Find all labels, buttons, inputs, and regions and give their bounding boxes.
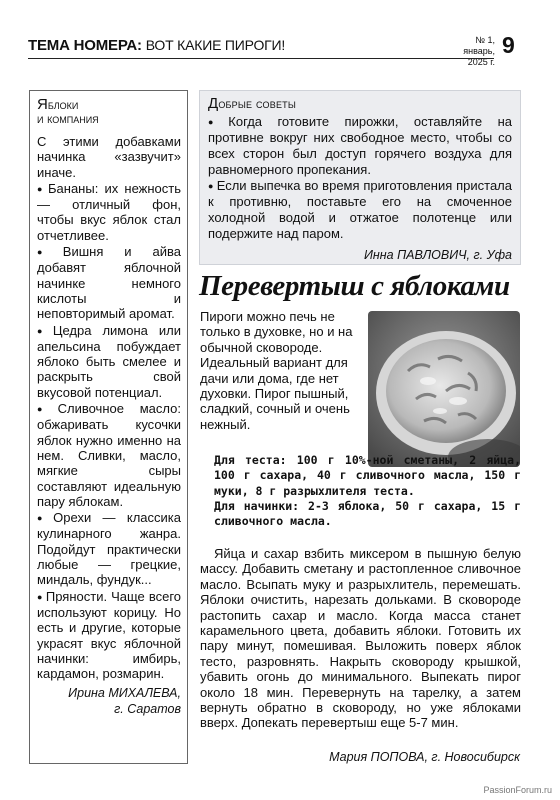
recipe-intro: Пироги можно печь не только в духовке, но и на обычной сковороде. Идеальный вариант для дачи или дома, где нет духовки. Пирог пышный, сладкий, сочный и очень нежный. [200,309,353,432]
sidebar-item: ● Орехи — классика кулинарного жанра. Подойдут практически любые — грецкие, миндаль, фундук... [37,510,181,587]
topic-key: ТЕМА НОМЕРА: [28,37,142,54]
pie-illustration [368,311,520,467]
page-header [0,0,560,72]
page-number: 9 [502,32,515,58]
sidebar-item: ● Пряности. Чаще всего используют корицу. Но есть и другие, которые украсят вкус яблочной начинки: имбирь, кардамон, розмарин. [37,589,181,682]
sidebar-author: Ирина МИХАЛЕВА, [68,686,181,701]
sidebar-city: г. Саратов [114,702,181,717]
recipe-title: Перевертыш с яблоками [199,270,510,302]
good-advice-box [199,90,521,265]
advice-text [208,114,512,242]
advice-tip: ● Когда готовите пирожки, оставляйте на противне вокруг них свободное место, чтобы со всех сторон был доступ горячего воздуха для равномерного пропекания. [208,114,512,178]
recipe-method: Яйца и сахар взбить миксером в пышную белую массу. Добавить сметану и растопленное сливочное масло. Всыпать муку и разрыхлитель, перемешать. Яблоки очистить, нарезать дольками. В сковороде растопить сахар и масло. Когда масса станет карамельного цвета, добавить яблоки. Готовить их пару минут, помешивая. Выложить поверх яблок тесто, разровнять. Накрыть сковороду крышкой, убавить огонь до минимального. Выпекать пирог около 18 мин. Перевернуть на тарелку, а затем вернуть обратно в сковороду, но уже яблоками вверх. Допекать перевертыш еще 5-7 мин. [200,546,521,731]
sidebar-title: Яблоки и компания [37,96,99,126]
issue-month: январь, 2025 г. [463,46,495,67]
topic-value: ВОТ КАКИЕ ПИРОГИ! [145,37,286,53]
pie-photo [368,311,520,467]
advice-tip: ● Если выпечка во время приготовления пристала к противню, поставьте его на смоченное холодной водой и отжатое полотенце или подержите над паром. [208,178,512,242]
sidebar-text [37,134,181,681]
header-divider [28,58,494,59]
ingredients-filling: Для начинки: 2-3 яблока, 50 г сахара, 15 г сливочного масла. [214,498,521,529]
watermark: PassionForum.ru [483,785,552,795]
sidebar-item: ● Вишня и айва добавят яблочной начинке немного кислоты и неповторимый аромат. [37,244,181,321]
sidebar-signature [37,685,181,717]
sidebar-item: ● Цедра лимона или апельсина побуждает яблоко быть смелее и раскрыть свой вкусовой потенциал. [37,323,181,400]
recipe-signature: Мария ПОПОВА, г. Новосибирск [329,750,520,764]
ingredients-dough: Для теста: 100 г 10%-ной сметаны, 2 яйца, 100 г сахара, 40 г сливочного масла, 150 г муки, 8 г разрыхлителя теста. [214,453,521,498]
sidebar-item: ● Бананы: их нежность — отличный фон, чтобы вкус яблок стал отчетливее. [37,181,181,243]
sidebar-item: ● Сливочное масло: обжаривать кусочки яблок нужно именно на нем. Сливки, масло, мягкие сыры составляют идеальную пару яблокам. [37,401,181,509]
issue-topic [28,37,285,54]
recipe-ingredients [214,453,521,529]
sidebar-intro: С этими добавками начинка «зазвучит» иначе. [37,134,181,180]
advice-signature: Инна ПАВЛОВИЧ, г. Уфа [363,248,512,262]
issue-number: № 1, [475,35,495,45]
advice-title: Добрые советы [208,95,297,112]
issue-date [443,35,495,68]
sidebar-apples-and-company [29,90,188,764]
